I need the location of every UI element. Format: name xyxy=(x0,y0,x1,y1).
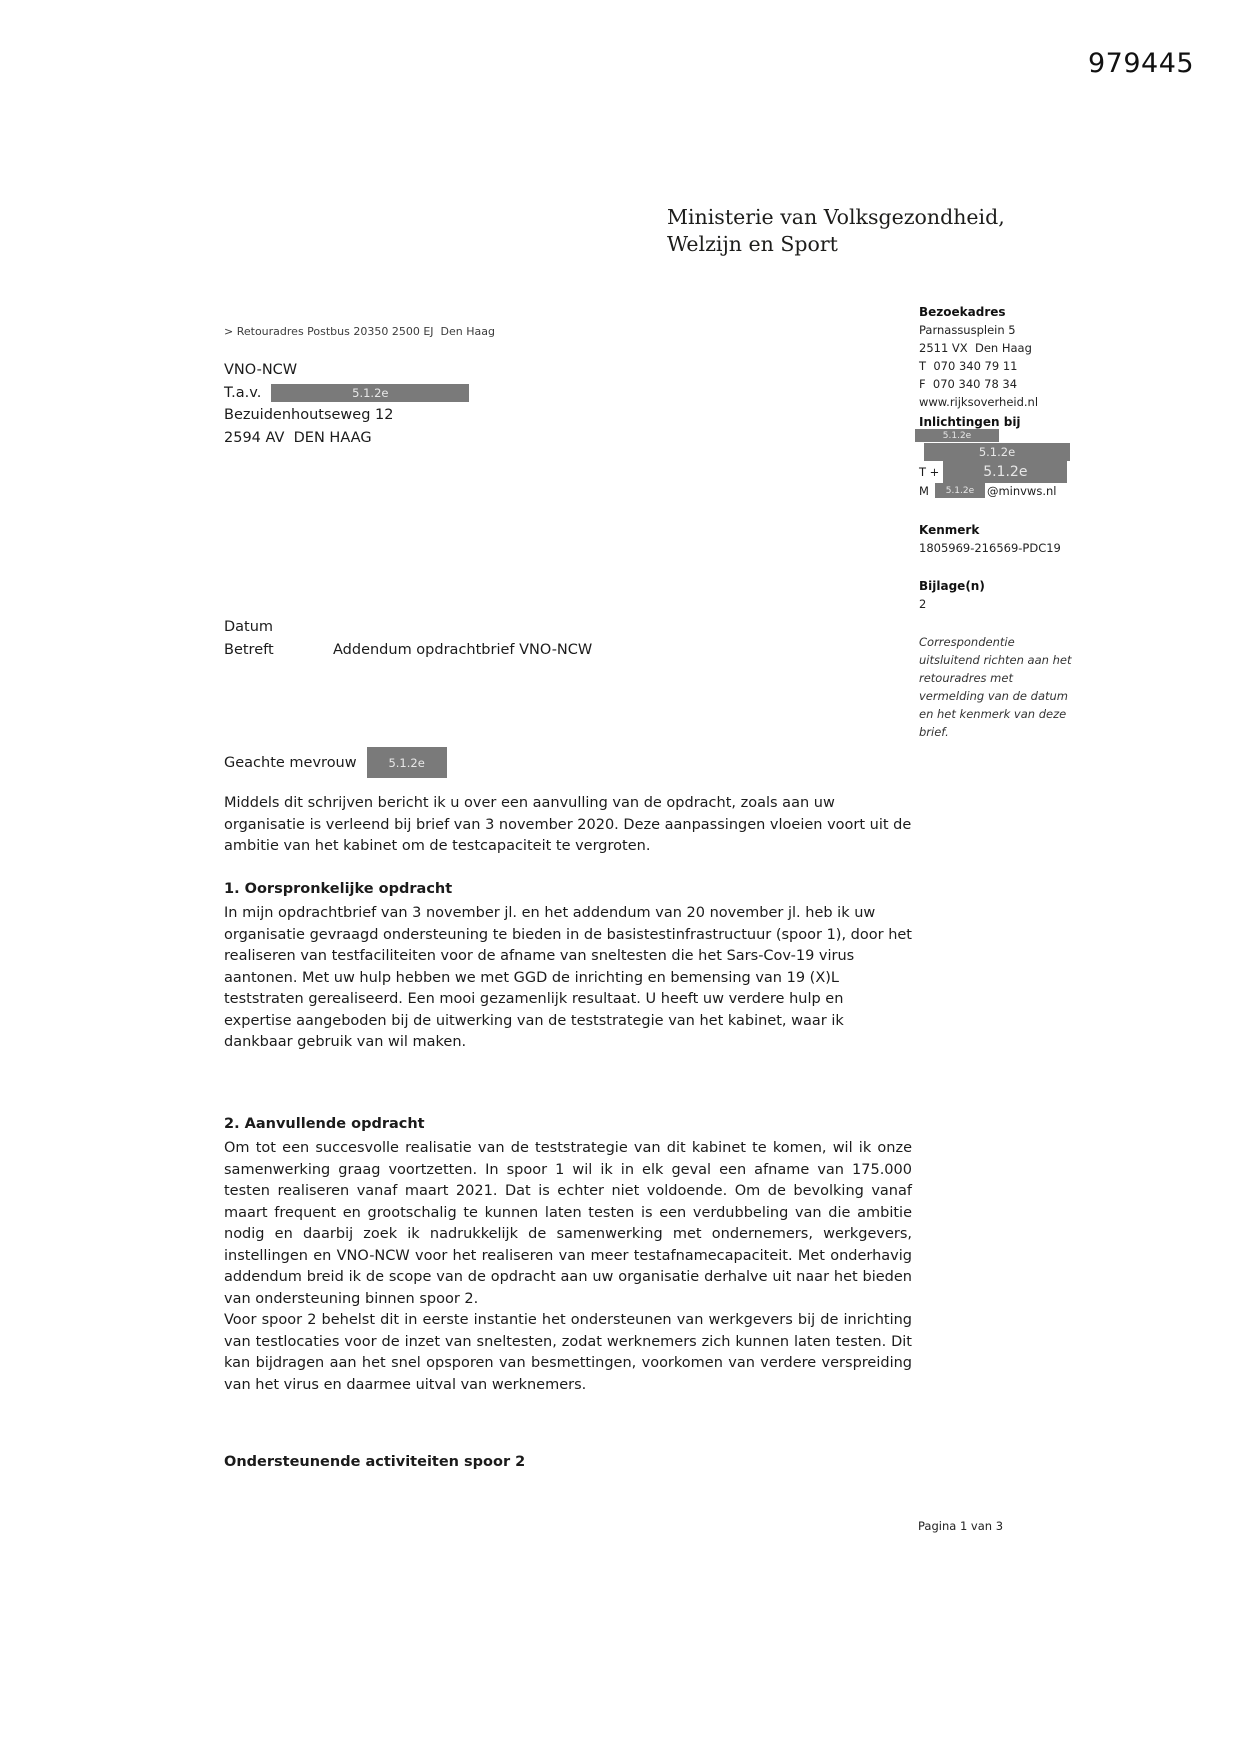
visit-phone: T 070 340 79 11 xyxy=(919,359,1018,373)
contact-mobile-row xyxy=(919,483,1056,498)
recipient-address-block xyxy=(224,359,469,449)
visit-address-city: 2511 VX Den Haag xyxy=(919,341,1032,355)
heading-aanvullende-opdracht: 2. Aanvullende opdracht xyxy=(224,1116,425,1132)
kenmerk-value: 1805969-216569-PDC19 xyxy=(919,541,1061,555)
paragraph-aanvullende-opdracht: Om tot een succesvolle realisatie van de teststrategie van dit kabinet te komen, wil ik onze samenwerking graag voortzetten. In spoor 1 wil ik in elk geval een afname van 175.000 testen realiseren vanaf maart 2021. Dat is echter niet voldoende. Om de bevolking vanaf maart frequent en grootschalig te kunnen laten testen is een verdubbeling van die ambitie nodig en daarbij zoek ik nadrukkelijk de samenwerking met ondernemers, werkgevers, instellingen en VNO-NCW voor het realiseren van meer testafnamecapaciteit. Met onderhavig addendum breid ik de scope van de opdracht aan uw organisatie derhalve uit naar het bieden van ondersteuning binnen spoor 2. xyxy=(224,1140,912,1307)
sidebar-visit-address xyxy=(919,303,1038,411)
redaction-salutation-name: 5.1.2e xyxy=(367,747,447,778)
paragraph-oorspronkelijke-opdracht: In mijn opdrachtbrief van 3 november jl. en het addendum van 20 november jl. heb ik uw organisatie gevraagd ondersteuning te bieden in de basistestinfrastructuur (spoor 1), door het realiseren van testfaciliteiten voor de afname van sneltesten die het Sars-Cov-19 virus aantonen. Met uw hulp hebben we met GGD de inrichting en bemensing van 19 (X)L teststraten gerealiseerd. Een mooi gezamenlijk resultaat. U heeft uw verdere hulp en expertise aangeboden bij de uitwerking van de teststrategie van het kabinet, waar ik dankbaar gebruik van wil maken. xyxy=(224,905,912,1050)
visit-address-label: Bezoekadres xyxy=(919,305,1006,319)
redaction-contact-name: 5.1.2e xyxy=(915,429,999,442)
document-number: 979445 xyxy=(1088,48,1195,79)
mobile-prefix: M xyxy=(919,483,929,498)
bijlage-label: Bijlage(n) xyxy=(919,579,985,593)
redaction-email-name: 5.1.2e xyxy=(935,483,985,498)
contact-label: Inlichtingen bij xyxy=(919,415,1021,429)
ministry-line-2: Welzijn en Sport xyxy=(667,232,838,256)
ministry-line-1: Ministerie van Volksgezondheid, xyxy=(667,205,1005,229)
recipient-city: 2594 AV DEN HAAG xyxy=(224,429,372,446)
heading-ondersteunende-activiteiten: Ondersteunende activiteiten spoor 2 xyxy=(224,1454,526,1470)
ministry-wordmark xyxy=(667,204,1005,258)
betreft-label: Betreft xyxy=(224,642,274,658)
betreft-value: Addendum opdrachtbrief VNO-NCW xyxy=(333,642,593,658)
recipient-org: VNO-NCW xyxy=(224,362,298,378)
salutation-text: Geachte mevrouw xyxy=(224,754,357,771)
paragraph-spoor-2: Voor spoor 2 behelst dit in eerste instantie het ondersteunen van werkgevers bij de inrichting van testlocaties voor de inzet van sneltesten, zodat werknemers zich kunnen laten testen. Dit kan bijdragen aan het snel opsporen van besmettingen, voorkomen van verdere verspreiding van het virus en daarmee uitval van werknemers. xyxy=(224,1312,912,1393)
phone-prefix: T + xyxy=(919,465,940,479)
sidebar-kenmerk xyxy=(919,521,1061,557)
datum-label: Datum xyxy=(224,619,274,635)
redaction-contact-name-2: 5.1.2e xyxy=(924,443,1070,461)
recipient-attn-row xyxy=(224,382,469,405)
redaction-attn-name: 5.1.2e xyxy=(271,384,469,402)
paragraph-intro: Middels dit schrijven bericht ik u over een aanvulling van de opdracht, zoals aan uw organisatie is verleend bij brief van 3 november 2020. Deze aanpassingen vloeien voort uit de ambitie van het kabinet om de testcapaciteit te vergroten. xyxy=(224,795,912,854)
visit-address-street: Parnassusplein 5 xyxy=(919,323,1016,337)
betreft-row xyxy=(224,642,592,658)
contact-phone-row xyxy=(919,461,1067,483)
visit-website: www.rijksoverheid.nl xyxy=(919,395,1039,409)
correspondence-note: Correspondentie uitsluitend richten aan het retouradres met vermelding van de datum en het kenmerk van deze brief. xyxy=(919,635,1072,739)
heading-oorspronkelijke-opdracht: 1. Oorspronkelijke opdracht xyxy=(224,881,453,897)
redaction-phone-number: 5.1.2e xyxy=(943,461,1067,483)
sidebar-bijlage xyxy=(919,577,985,613)
visit-fax: F 070 340 78 34 xyxy=(919,377,1018,391)
kenmerk-label: Kenmerk xyxy=(919,523,980,537)
attn-label: T.a.v. xyxy=(224,384,262,401)
bijlage-value: 2 xyxy=(919,597,927,611)
page-number: Pagina 1 van 3 xyxy=(918,1519,1004,1533)
recipient-street: Bezuidenhoutseweg 12 xyxy=(224,407,394,423)
salutation-row xyxy=(224,747,447,778)
return-address: > Retouradres Postbus 20350 2500 EJ Den Haag xyxy=(224,325,495,338)
email-suffix: @minvws.nl xyxy=(986,483,1057,498)
